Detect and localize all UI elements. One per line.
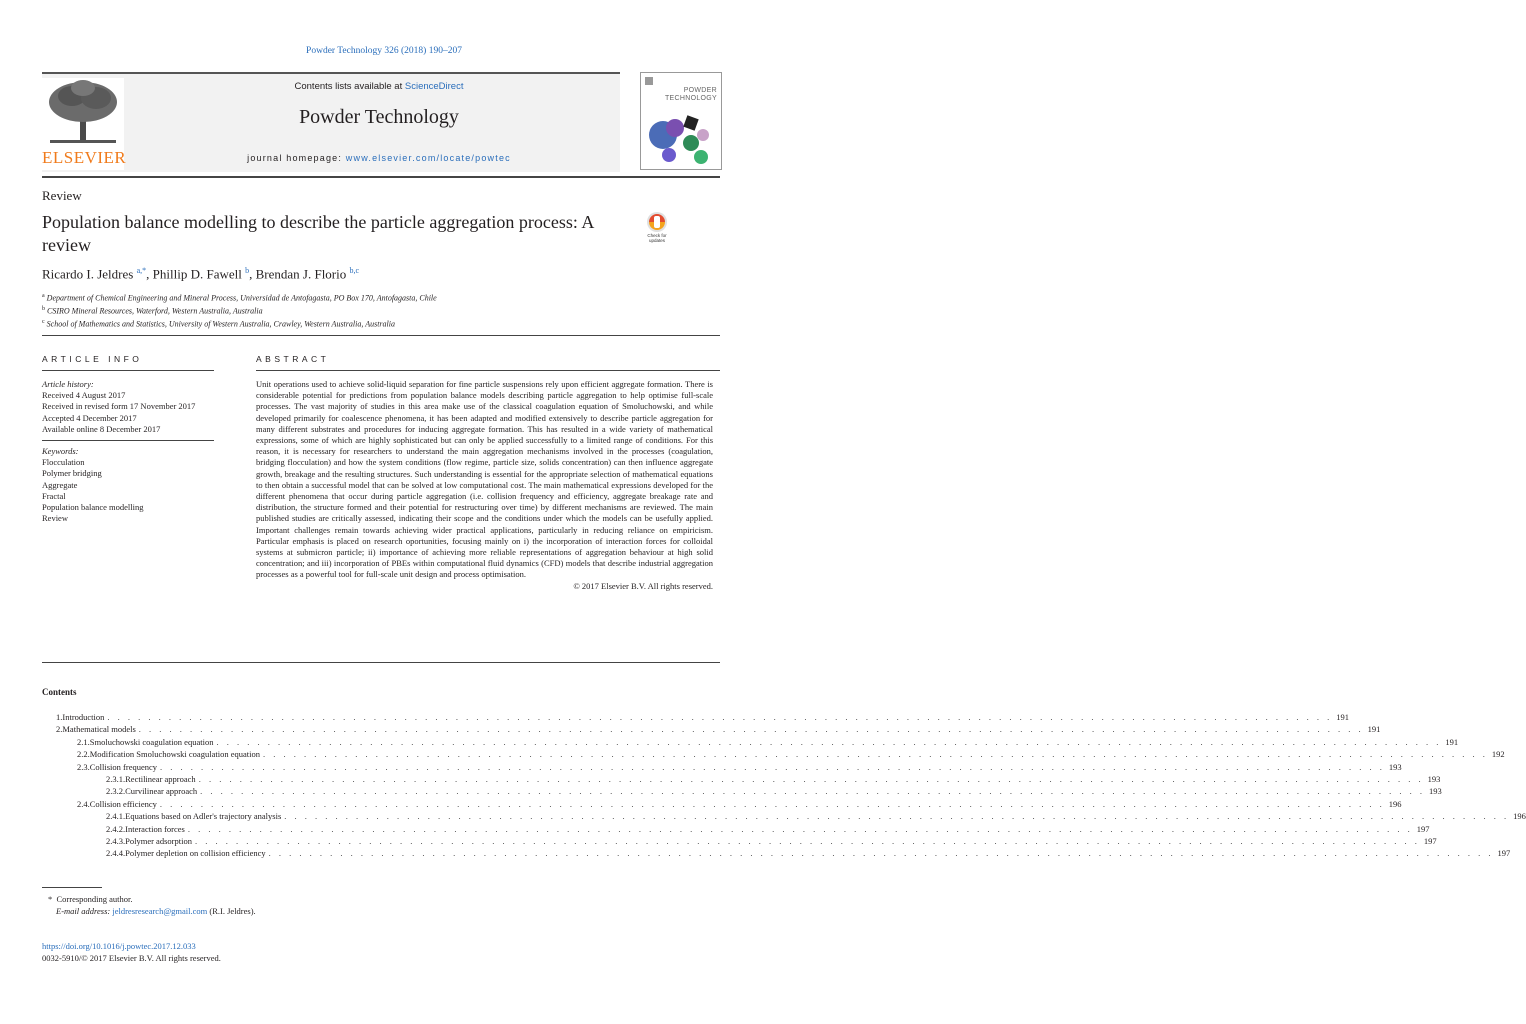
footnote-divider (42, 887, 102, 888)
affiliation-list (42, 291, 437, 330)
elsevier-wordmark: ELSEVIER (42, 148, 127, 167)
toc-entry[interactable] (42, 798, 1402, 811)
toc-page-number: 193 (1427, 773, 1441, 784)
journal-cover[interactable] (640, 72, 722, 170)
affiliation-item: $^c$ School of Mathematics and Statistics, University of Western Australia, Crawley, Western Australia, Australia (42, 319, 395, 329)
toc-number: 2.3.1. (106, 773, 126, 784)
toc-page-number: 193 (1388, 761, 1402, 772)
history-item: Available online 8 December 2017 (42, 423, 161, 434)
toc-leader-dots: . . . . . . . . . . . . . . . . . . . . . . . . . . . . . . . . . . . . . . . . . . . . . . . . . . . . . . . . . . . . . . . . . . . . . . . . . . . . . . . . . . . . . . . . . . . . . . . . . . . . . . . . . . . . . . . . . . . . . . . . (159, 798, 1385, 809)
toc-entry[interactable] (42, 811, 1526, 823)
keyword-item: Aggregate (42, 479, 78, 490)
toc-entry[interactable] (42, 773, 1441, 786)
abstract-divider (256, 370, 720, 371)
toc-title[interactable]: Interaction forces (125, 824, 188, 834)
email-link[interactable]: jeldresresearch@gmail.com (112, 906, 208, 916)
article-info-heading: ARTICLE INFO (42, 354, 143, 364)
homepage-link[interactable]: www.elsevier.com/locate/powtec (345, 153, 511, 163)
history-item: Received 4 August 2017 (42, 390, 126, 401)
cover-artwork-icon (641, 73, 721, 169)
abstract-text: Unit operations used to achieve solid-liquid separation for fine particle suspensions rely upon efficient aggregate formation. There is considerable potential for predictions from population balance models describing particle aggregation to help optimise full-scale processes. The vast majority of studies in this area make use of the classical coagulation equation of Smoluchowski, and while developed primarily for coalescence phenomena, it has been adapted and modified extensively to describe particle aggregation for many different substrates and procedures for inducing aggregate formation. This has resulted in a wide variety of mathematical expressions, some of which are highly sophisticated but can only be applied successfully to a limited range of conditions. For this reason, it is necessary for researchers to understand the main aggregation mechanisms involved in the processes (coagulation, bridging flocculation) and how the system conditions (flow regime, particle size, solids concentration) can then influence aggregate growth, breakage and the resulting structures. Such understanding is essential for the appropriate selection of mathematical equations to then obtain a successful model that can be solved at low computational cost. The main mathematical expressions developed for the different phenomena that occur during particle aggregation (i.e. collision frequency and efficiency, aggregate breakage rate and distribution, the structure formed and their potential for restructuring over time) by different mechanisms are reviewed. The main published studies are critically assessed, indicating their scope and the conditions under which the models can be usefully applied. Important challenges remain towards achieving wider practical applications, particularly in reducing reliance on empiricism. Particular emphasis is placed on research oportunities, focusing mainly on i) the incorporation of interaction forces for colloidal systems at submicron particle; ii) importance of achieving more reliable representations of aggregation behaviour at high solid concentration; and iii) incorporation of PBEs within computational fluid dynamics (CFD) models that describe industrial aggregation processes as a powerful tool for full-scale unit design and process optimisation. (256, 379, 713, 580)
toc-number: 2.4. (77, 798, 90, 809)
toc-leader-dots: . . . . . . . . . . . . . . . . . . . . . . . . . . . . . . . . . . . . . . . . . . . . . . . . . . . . . . . . . . . . . . . . . . . . . . . . . . . . . . . . . . . . . . . . . . . . . . . . . . . . . . . . . . . . . . . . . . . . . . . . (200, 786, 1425, 797)
toc-leader-dots: . . . . . . . . . . . . . . . . . . . . . . . . . . . . . . . . . . . . . . . . . . . . . . . . . . . . . . . . . . . . . . . . . . . . . . . . . . . . . . . . . . . . . . . . . . . . . . . . . . . . . . . . . . . . . . . . . . . . . . . . (198, 773, 1424, 784)
keyword-item: Review (42, 513, 68, 524)
toc-entry[interactable] (42, 724, 1381, 736)
toc-number: 2.4.3. (106, 835, 126, 846)
toc-entry[interactable] (42, 749, 1505, 761)
toc-leader-dots: . . . . . . . . . . . . . . . . . . . . . . . . . . . . . . . . . . . . . . . . . . . . . . . . . . . . . . . . . . . . . . . . . . . . . . . . . . . . . . . . . . . . . . . . . . . . . . . . . . . . . . . . . . . . . . . . . . . . . . . . (187, 823, 1413, 834)
contents-available-line: Contents lists available at ScienceDirect (294, 81, 464, 92)
keywords: Keywords: Flocculation Polymer bridging Aggregate Fractal Population balance modelling Review (42, 446, 214, 524)
toc-title[interactable]: Collision efficiency (90, 799, 160, 809)
elsevier-tree-icon (42, 78, 124, 148)
cover-title: POWDER TECHNOLOGY (664, 87, 717, 102)
toc-leader-dots: . . . . . . . . . . . . . . . . . . . . . . . . . . . . . . . . . . . . . . . . . . . . . . . . . . . . . . . . . . . . . . . . . . . . . . . . . . . . . . . . . . . . . . . . . . . . . . . . . . . . . . . . . . . . . . . . . . . . . . . . (107, 712, 1333, 722)
footnotes (48, 893, 256, 917)
toc-page-number: 197 (1497, 848, 1511, 859)
keyword-item: Population balance modelling (42, 502, 144, 513)
toc-number: 2.4.4. (106, 848, 126, 859)
affiliation-item: $^a$ Department of Chemical Engineering and Mineral Process, Universidad de Antofagasta, PO Box 170, Antofagasta, Chile (42, 293, 437, 303)
issn-line: 0032-5910/© 2017 Elsevier B.V. All rights reserved. (42, 953, 221, 963)
toc-leader-dots: . . . . . . . . . . . . . . . . . . . . . . . . . . . . . . . . . . . . . . . . . . . . . . . . . . . . . . . . . . . . . . . . . . . . . . . . . . . . . . . . . . . . . . . . . . . . . . . . . . . . . . . . . . . . . . . . . . . . . . . . (268, 848, 1494, 859)
journal-title: Powder Technology (299, 106, 459, 128)
article-title: Population balance modelling to describe the particle aggregation process: A review (42, 212, 594, 255)
toc-number: 2. (56, 724, 63, 735)
author-name: Phillip D. Fawell (152, 266, 242, 282)
toc-number: 2.4.2. (106, 823, 126, 834)
toc-title[interactable]: Curvilinear approach (125, 786, 200, 796)
toc-title[interactable]: Polymer adsorption (125, 836, 195, 846)
history-item: Received in revised form 17 November 2017 (42, 401, 196, 412)
toc-page-number: 191 (1336, 712, 1350, 722)
author-affiliation-link[interactable]: b,c (349, 266, 360, 275)
toc-number: 2.3.2. (106, 786, 126, 797)
abstract-end-divider (42, 662, 720, 663)
toc-entry[interactable] (42, 736, 1459, 749)
toc-page-number: 197 (1416, 823, 1430, 834)
toc-title[interactable]: Equations based on Adler's trajectory analysis (125, 811, 284, 821)
sciencedirect-link[interactable]: ScienceDirect (404, 81, 464, 92)
article-history: Article history: Received 4 August 2017 Received in revised form 17 November 2017 Accepted 4 December 2017 Available online 8 December 2017 (42, 379, 214, 435)
toc-number: 2.2. (77, 749, 90, 760)
toc-title[interactable]: Collision frequency (90, 762, 160, 772)
toc-entry[interactable] (42, 712, 1350, 724)
toc-title[interactable]: Modification Smoluchowski coagulation equation (90, 749, 263, 759)
doi-link[interactable]: https://doi.org/10.1016/j.powtec.2017.12.033 (42, 941, 196, 951)
toc-title[interactable]: Mathematical models (62, 724, 138, 734)
email-note: E-mail address: jeldresresearch@gmail.com (R.I. Jeldres). (56, 906, 256, 916)
check-updates-icon (638, 210, 676, 234)
journal-citation[interactable]: Powder Technology 326 (2018) 190–207 (306, 46, 462, 56)
toc-number: 2.4.1. (106, 811, 126, 822)
toc-number: 1. (56, 712, 63, 722)
author-affiliation-link[interactable]: a,* (136, 266, 147, 275)
toc-title[interactable]: Rectilinear approach (125, 774, 199, 784)
toc-leader-dots: . . . . . . . . . . . . . . . . . . . . . . . . . . . . . . . . . . . . . . . . . . . . . . . . . . . . . . . . . . . . . . . . . . . . . . . . . . . . . . . . . . . . . . . . . . . . . . . . . . . . . . . . . . . . . . . . . . . . . . . . (138, 724, 1364, 735)
author-list: Ricardo I. Jeldres $^{a,*}$, Phillip D. Fawell $^b$, Brendan J. Florio $^{b,c}$ (42, 266, 360, 282)
doi-block (42, 940, 221, 964)
toc-entry[interactable] (42, 786, 1442, 798)
keyword-item: Polymer bridging (42, 468, 102, 479)
toc-leader-dots: . . . . . . . . . . . . . . . . . . . . . . . . . . . . . . . . . . . . . . . . . . . . . . . . . . . . . . . . . . . . . . . . . . . . . . . . . . . . . . . . . . . . . . . . . . . . . . . . . . . . . . . . . . . . . . . . . . . . . . . . (194, 835, 1420, 846)
toc-entry[interactable] (42, 823, 1430, 836)
copyright-line: © 2017 Elsevier B.V. All rights reserved. (573, 580, 713, 591)
toc-title[interactable]: Polymer depletion on collision efficiency (125, 848, 269, 858)
affiliation-item: $^b$ CSIRO Mineral Resources, Waterford, Western Australia, Australia (42, 306, 263, 316)
toc-page-number: 193 (1428, 786, 1442, 797)
elsevier-logo (42, 78, 127, 170)
affiliation-divider (42, 335, 720, 336)
toc-leader-dots: . . . . . . . . . . . . . . . . . . . . . . . . . . . . . . . . . . . . . . . . . . . . . . . . . . . . . . . . . . . . . . . . . . . . . . . . . . . . . . . . . . . . . . . . . . . . . . . . . . . . . . . . . . . . . . . . . . . . . . . . (160, 761, 1385, 772)
toc-entry[interactable] (42, 761, 1402, 774)
article-info-divider (42, 370, 214, 371)
toc-title[interactable]: Smoluchowski coagulation equation (90, 737, 217, 747)
author-name: Brendan J. Florio (255, 266, 347, 282)
toc-entry[interactable] (42, 848, 1511, 860)
toc-page-number: 191 (1367, 724, 1381, 735)
keyword-item: Fractal (42, 490, 66, 501)
author-name: Ricardo I. Jeldres (42, 266, 134, 282)
history-item: Accepted 4 December 2017 (42, 412, 137, 423)
toc-number: 2.1. (77, 736, 90, 747)
abstract-body (256, 379, 713, 592)
corresponding-author-note: * Corresponding author. (48, 894, 133, 904)
toc-leader-dots: . . . . . . . . . . . . . . . . . . . . . . . . . . . . . . . . . . . . . . . . . . . . . . . . . . . . . . . . . . . . . . . . . . . . . . . . . . . . . . . . . . . . . . . . . . . . . . . . . . . . . . . . . . . . . . . . . . . . . . . . (262, 749, 1488, 760)
toc-leader-dots: . . . . . . . . . . . . . . . . . . . . . . . . . . . . . . . . . . . . . . . . . . . . . . . . . . . . . . . . . . . . . . . . . . . . . . . . . . . . . . . . . . . . . . . . . . . . . . . . . . . . . . . . . . . . . . . . . . . . . . . . (284, 811, 1510, 822)
author-affiliation-link[interactable]: b (245, 266, 250, 275)
toc-page-number: 191 (1445, 736, 1459, 747)
article-type: Review (42, 188, 82, 203)
toc-page-number: 197 (1423, 835, 1437, 846)
toc-leader-dots: . . . . . . . . . . . . . . . . . . . . . . . . . . . . . . . . . . . . . . . . . . . . . . . . . . . . . . . . . . . . . . . . . . . . . . . . . . . . . . . . . . . . . . . . . . . . . . . . . . . . . . . . . . . . . . . . . . . . . . . . (216, 736, 1442, 747)
header-divider (42, 176, 720, 178)
keyword-item: Flocculation (42, 457, 85, 468)
toc-title[interactable]: Introduction (62, 712, 107, 722)
toc-page-number: 196 (1513, 811, 1526, 822)
abstract-heading: ABSTRACT (256, 354, 330, 364)
toc-page-number: 192 (1491, 749, 1505, 760)
keywords-divider (42, 440, 214, 441)
check-for-updates-badge[interactable]: Check for updates (638, 210, 676, 248)
toc-number: 2.3. (77, 761, 90, 772)
toc-entry[interactable] (42, 835, 1437, 848)
journal-homepage: journal homepage: www.elsevier.com/locate/powtec (247, 153, 511, 163)
table-of-contents (42, 712, 1526, 861)
toc-page-number: 196 (1388, 798, 1402, 809)
contents-heading: Contents (42, 687, 77, 697)
